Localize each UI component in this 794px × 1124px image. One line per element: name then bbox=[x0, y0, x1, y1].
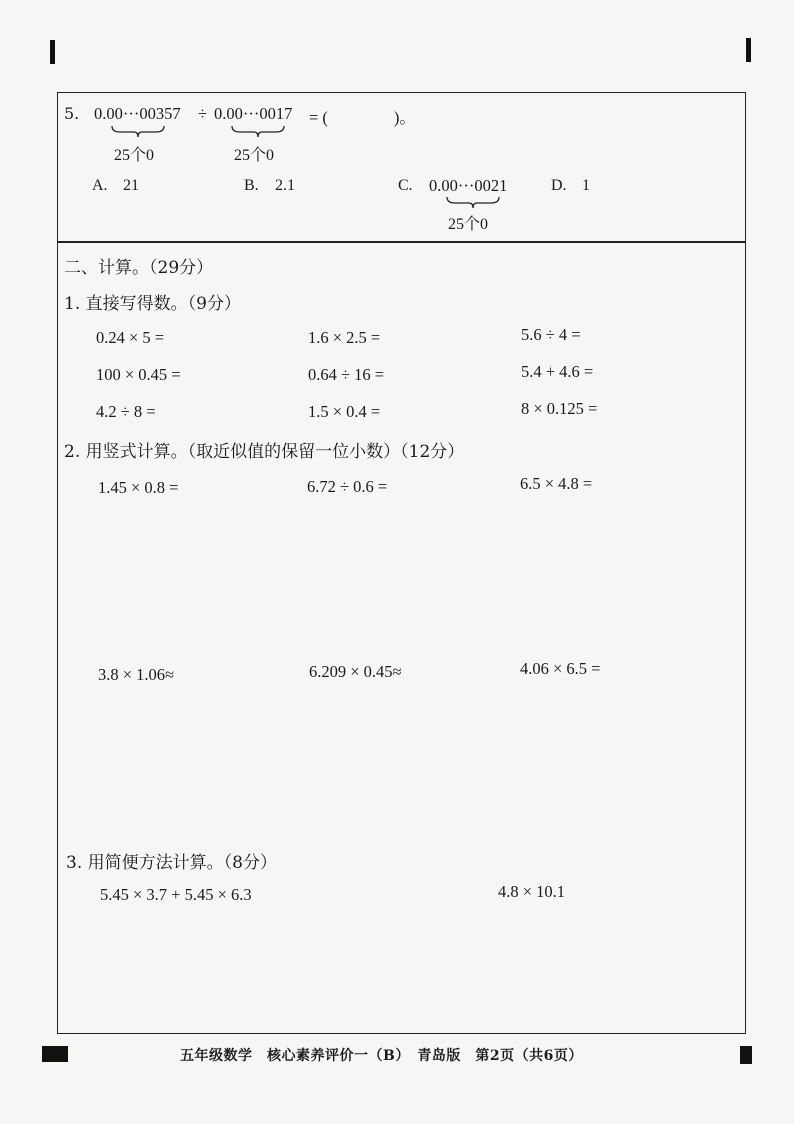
vertical-calc-item[interactable]: 6.5 × 4.8 = bbox=[520, 474, 593, 493]
q5-option-b-value[interactable]: 2.1 bbox=[275, 177, 295, 194]
oral-calc-item[interactable]: 4.2 ÷ 8 = bbox=[96, 402, 156, 421]
part3-title: 3. 用简便方法计算。（8分） bbox=[66, 853, 277, 873]
q5-brace-1 bbox=[110, 124, 166, 138]
q5-dividend: 0.00···00357 bbox=[94, 104, 181, 123]
q5-option-c-brace-label: 25个0 bbox=[448, 216, 489, 233]
simplify-calc-item[interactable]: 4.8 × 10.1 bbox=[498, 882, 566, 901]
oral-calc-item[interactable]: 5.4 + 4.6 = bbox=[521, 362, 594, 381]
q5-brace-label-2: 25个0 bbox=[234, 147, 275, 164]
q5-answer-blank[interactable]: = ( )。 bbox=[309, 108, 416, 127]
section2-title: 二、计算。（29分） bbox=[64, 258, 214, 278]
oral-calc-item[interactable]: 5.6 ÷ 4 = bbox=[521, 325, 581, 344]
q5-number: 5. bbox=[64, 104, 80, 123]
oral-calc-item[interactable]: 100 × 0.45 = bbox=[96, 365, 181, 384]
q5-option-d-letter: D. bbox=[551, 177, 567, 194]
oral-calc-item[interactable]: 0.24 × 5 = bbox=[96, 328, 165, 347]
q5-option-c-value[interactable]: 0.00···0021 bbox=[429, 176, 508, 195]
registration-mark-top-right bbox=[746, 38, 751, 62]
oral-calc-item[interactable]: 1.6 × 2.5 = bbox=[308, 328, 381, 347]
oral-calc-item[interactable]: 1.5 × 0.4 = bbox=[308, 402, 381, 421]
section-divider bbox=[57, 241, 746, 243]
q5-option-a-letter: A. bbox=[92, 177, 108, 194]
simplify-calc-item[interactable]: 5.45 × 3.7 + 5.45 × 6.3 bbox=[100, 885, 252, 904]
q5-option-c-brace bbox=[445, 195, 501, 209]
registration-mark-bottom-right bbox=[740, 1046, 752, 1064]
q5-div-sign: ÷ bbox=[198, 104, 208, 123]
q5-divisor: 0.00···0017 bbox=[214, 104, 293, 123]
q5-option-d-value[interactable]: 1 bbox=[582, 177, 590, 194]
q5-option-a-value[interactable]: 21 bbox=[123, 177, 139, 194]
q5-option-b-letter: B. bbox=[244, 177, 259, 194]
vertical-calc-item[interactable]: 6.209 × 0.45≈ bbox=[309, 662, 402, 681]
part1-title: 1. 直接写得数。（9分） bbox=[64, 294, 241, 314]
registration-mark-top-left bbox=[50, 40, 55, 64]
q5-brace-2 bbox=[230, 124, 286, 138]
vertical-calc-item[interactable]: 1.45 × 0.8 = bbox=[98, 478, 179, 497]
page-footer: 五年级数学 核心素养评价一（B） 青岛版 第2页（共6页） bbox=[180, 1048, 583, 1064]
q5-option-c-letter: C. bbox=[398, 177, 413, 194]
registration-mark-bottom-left bbox=[42, 1046, 68, 1062]
vertical-calc-item[interactable]: 6.72 ÷ 0.6 = bbox=[307, 477, 388, 496]
part2-title: 2. 用竖式计算。（取近似值的保留一位小数）（12分） bbox=[64, 442, 465, 462]
vertical-calc-item[interactable]: 3.8 × 1.06≈ bbox=[98, 665, 175, 684]
oral-calc-item[interactable]: 8 × 0.125 = bbox=[521, 399, 598, 418]
oral-calc-item[interactable]: 0.64 ÷ 16 = bbox=[308, 365, 385, 384]
q5-brace-label-1: 25个0 bbox=[114, 147, 155, 164]
vertical-calc-item[interactable]: 4.06 × 6.5 = bbox=[520, 659, 601, 678]
